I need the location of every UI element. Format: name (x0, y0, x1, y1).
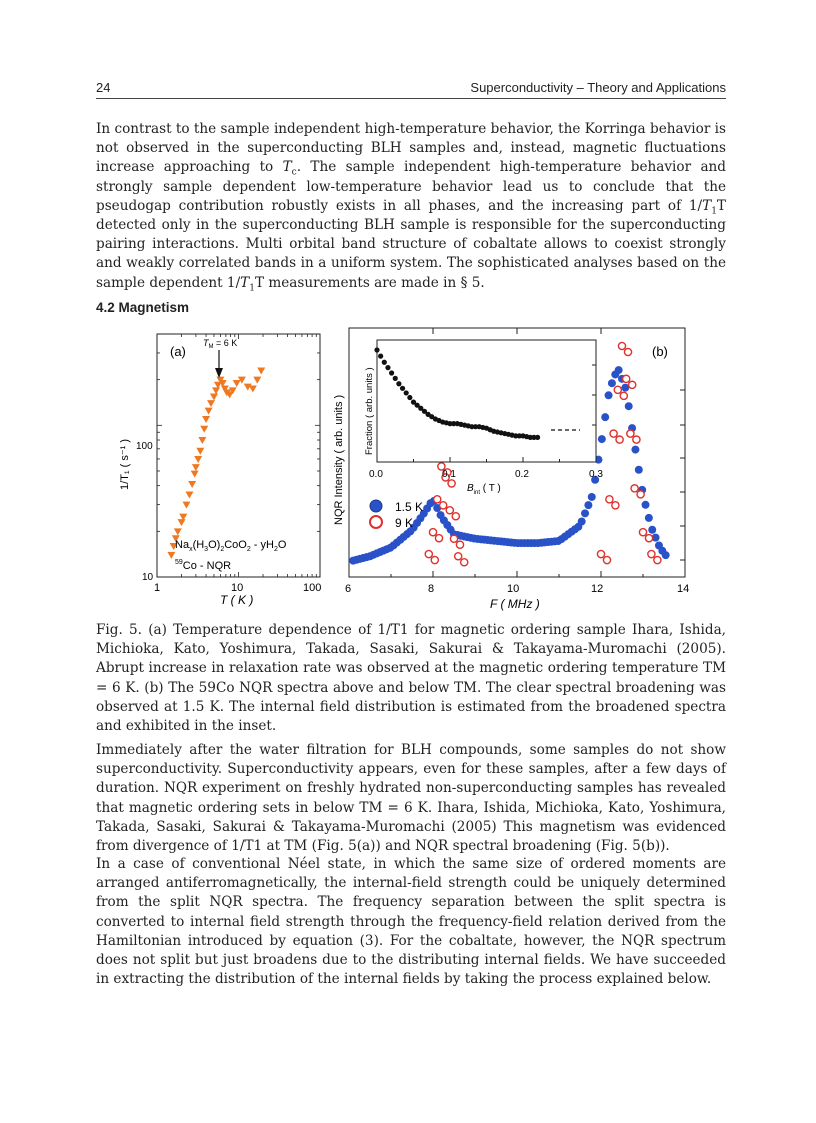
panel-b-point-9k (435, 535, 442, 542)
inset (364, 340, 603, 496)
panel-a-x-tick-10: 10 (231, 582, 244, 594)
panel-b-point-9k (610, 430, 617, 437)
panel-a-point (257, 367, 265, 374)
panel-b-x-tick-8: 8 (428, 583, 435, 595)
panel-a-point (205, 408, 213, 415)
panel-b-point-1-5k (645, 514, 653, 522)
panel-a-point (253, 377, 261, 384)
nqr-label: $^{59}$Co - NQR (175, 559, 232, 572)
panel-b (333, 328, 689, 611)
paragraph-1: In contrast to the sample independent high-temperature behavior, the Korringa behavior is not observed in the superconducting BLH samples and, instead, magnetic fluctuations increase approaching to $T_c$. The sample independent high-temperature behavior and strongly sample dependent low-temperature behavior lead us to conclude that the pseudogap contribution robustly exists in all phases, and the increasing part of $1/T_1T$ detected only in the superconducting BLH sample is responsible for the superconducting pairing interactions. Multi orbital band structure of cobaltate allows to coexist strongly and weakly correlated bands in a uniform system. The sophisticated analyses based on the sample dependent $1/T_1T$ measurements are made in § 5. (96, 121, 726, 294)
panel-a-point (198, 437, 206, 444)
inset-xlabel: $B_{int}$ ( T ) (467, 483, 501, 496)
panel-b-point-9k (654, 556, 661, 563)
panel-b-point-9k (616, 436, 623, 443)
panel-b-point-1-5k (631, 446, 639, 454)
panel-b-label: (b) (652, 344, 668, 359)
panel-b-point-9k (614, 386, 621, 393)
inset-point (396, 381, 401, 386)
panel-a-y-tick-10: 10 (142, 572, 154, 583)
panel-a-points (167, 367, 265, 558)
panel-b-point-1-5k (642, 501, 650, 509)
panel-a-label: (a) (170, 344, 186, 359)
panel-b-point-9k (448, 480, 455, 487)
panel-a-point (185, 491, 193, 498)
tm-annotation: $T_M = 6$ K (203, 338, 238, 350)
panel-a-point (188, 481, 196, 488)
panel-a-point (192, 464, 200, 471)
panel-b-point-9k (633, 436, 640, 443)
paragraph-3: In a case of conventional Néel state, in which the same size of ordered moments are arranged antiferromagnetically, the internal-field strength could be uniquely determined from the split NQR spectra. The frequency separation between the split spectra is converted to internal field strength through the frequency-field relation derived from the Hamiltonian introduced by equation (3). For the cobaltate, however, the NQR spectrum does not split but just broadens due to the distributing internal fields. We have succeeded in extracting the distribution of the internal fields by taking the process explained below. (96, 856, 726, 988)
legend-label-9k: 9 K (395, 516, 414, 530)
panel-b-point-1-5k (578, 517, 586, 525)
inset-x-tick-0: 0.0 (369, 469, 383, 480)
inset-point (389, 370, 394, 375)
panel-a-point (174, 528, 182, 535)
panel-b-point-1-5k (601, 413, 609, 421)
inset-point (374, 347, 379, 352)
panel-a-ylabel: 1/T₁ ( s⁻¹ ) (119, 438, 131, 490)
panel-a-point (212, 387, 220, 394)
panel-b-point-9k (440, 502, 447, 509)
section-title: 4.2 Magnetism (96, 300, 190, 315)
panel-a-point (191, 471, 199, 478)
panel-a-point (207, 400, 215, 407)
panel-b-point-9k (645, 535, 652, 542)
inset-x-tick-3: 0.3 (589, 469, 603, 480)
panel-b-point-9k (456, 541, 463, 548)
panel-b-point-9k (461, 559, 468, 566)
panel-b-point-9k (629, 381, 636, 388)
panel-a-point (202, 416, 210, 423)
panel-b-point-9k (597, 550, 604, 557)
panel-b-point-1-5k (625, 402, 633, 410)
panel-a-y-tick-100: 100 (136, 441, 153, 452)
inset-point (393, 376, 398, 381)
panel-b-ylabel: NQR Intensity ( arb. units ) (333, 394, 345, 525)
inset-point (378, 354, 383, 359)
panel-b-point-1-5k (608, 379, 616, 387)
panel-b-point-9k (631, 485, 638, 492)
legend-label-1-5k: 1.5 K (395, 500, 424, 514)
tm-arrow-head (215, 368, 223, 378)
panel-b-point-9k (446, 507, 453, 514)
panel-a-point (167, 552, 175, 559)
panel-b-point-1-5k (598, 435, 606, 443)
panel-b-point-9k (618, 342, 625, 349)
panel-b-point-9k (429, 529, 436, 536)
panel-b-point-9k (606, 496, 613, 503)
panel-a-point (178, 519, 186, 526)
panel-b-point-9k (431, 556, 438, 563)
panel-b-x-tick-14: 14 (677, 583, 690, 595)
panel-a-point (200, 426, 208, 433)
inset-point (535, 435, 540, 440)
panel-b-point-9k (425, 550, 432, 557)
legend-marker-1-5k (370, 500, 382, 512)
panel-b-point-1-5k (648, 526, 656, 534)
figure-caption: Fig. 5. (a) Temperature dependence of 1/T1 for magnetic ordering sample Ihara, Ishida, Michioka, Kato, Yoshimura, Takada, Sasaki, Sakurai & Takayama-Muromachi (2005). Abrupt increase in relaxation rate was observed at the magnetic ordering temperature TM = 6 K. (b) The 59Co NQR spectra above and below TM. The clear spectral broadening was observed at 1.5 K. The internal field distribution is estimated from the broadened spectra and exhibited in the inset. (96, 622, 726, 735)
panel-a-point (196, 448, 204, 455)
panel-b-point-9k (434, 496, 441, 503)
panel-b-point-9k (648, 550, 655, 557)
panel-b-point-9k (452, 513, 459, 520)
inset-point (407, 395, 412, 400)
panel-b-point-9k (627, 430, 634, 437)
panel-b-point-1-5k (615, 366, 623, 374)
panel-a-point (249, 385, 257, 392)
panel-a-point (233, 380, 241, 387)
panel-b-x-tick-6: 6 (345, 583, 352, 595)
panel-b-xlabel: F ( MHz ) (490, 597, 540, 611)
panel-b-point-1-5k (588, 493, 596, 501)
panel-b-x-tick-10: 10 (507, 583, 520, 595)
inset-point (400, 386, 405, 391)
panel-a-x-tick-1: 1 (154, 582, 161, 594)
panel-b-point-9k (450, 535, 457, 542)
inset-x-tick-2: 0.2 (515, 469, 529, 480)
panel-a (119, 334, 321, 607)
panel-b-point-1-5k (635, 466, 643, 474)
panel-b-point-1-5k (662, 551, 670, 559)
panel-a-point (182, 502, 190, 509)
paragraph-2: Immediately after the water filtration for BLH compounds, some samples do not show superconductivity. Superconductivity appears, even for these samples, after a few days of duration. NQR experiment on freshly hydrated non-superconducting samples has revealed that magnetic ordering sets in below TM = 6 K. Ihara, Ishida, Michioka, Kato, Yoshimura, Takada, Sasaki, Sakurai & Takayama-Muromachi (2005) This magnetism was evidenced from divergence of 1/T1 at TM (Fig. 5(a)) and NQR spectral broadening (Fig. 5(b)). (96, 742, 726, 855)
inset-frame (377, 340, 596, 462)
running-title: Superconductivity – Theory and Applications (470, 80, 726, 95)
panel-b-point-9k (639, 529, 646, 536)
panel-b-point-1-5k (581, 509, 589, 517)
inset-point (404, 390, 409, 395)
compound-formula: $Na_x(H_3O)_2CoO_2 - yH_2O$ (175, 539, 287, 553)
page-number: 24 (96, 80, 111, 95)
inset-point (382, 360, 387, 365)
panel-b-point-9k (620, 392, 627, 399)
panel-a-xlabel: T ( K ) (220, 593, 254, 607)
inset-point (385, 365, 390, 370)
panel-a-point (210, 393, 218, 400)
inset-ylabel: Fraction ( arb. units ) (364, 367, 375, 455)
panel-b-point-9k (612, 502, 619, 509)
panel-a-point (194, 456, 202, 463)
panel-b-point-1-5k (605, 391, 613, 399)
panel-b-point-9k (637, 491, 644, 498)
panel-b-x-tick-12: 12 (591, 583, 604, 595)
inset-x-tick-1: 0.1 (442, 469, 456, 480)
panel-b-point-9k (624, 348, 631, 355)
panel-a-x-tick-100: 100 (303, 582, 322, 594)
legend-marker-9k (370, 516, 382, 528)
panel-b-point-9k (603, 556, 610, 563)
panel-b-point-1-5k (584, 501, 592, 509)
panel-b-point-9k (623, 375, 630, 382)
panel-b-point-9k (455, 553, 462, 560)
